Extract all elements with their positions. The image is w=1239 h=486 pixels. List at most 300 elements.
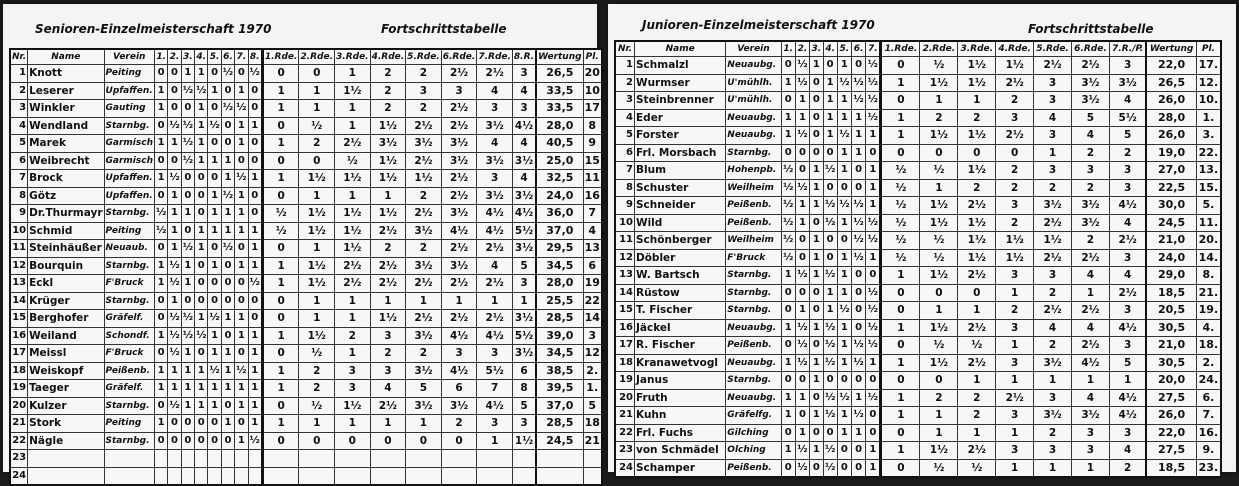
table-row: [615, 57, 1221, 75]
row-number: 18: [615, 354, 635, 372]
round-score: 1: [781, 354, 795, 372]
round-score: 1: [795, 109, 809, 127]
round-score: ½: [837, 389, 851, 407]
progress-score: 2½: [1034, 302, 1072, 320]
progress-score: 3: [406, 82, 442, 100]
table-row: [615, 442, 1221, 460]
round-score: 0: [823, 232, 837, 250]
placement-value: 11: [583, 170, 602, 188]
placement-value: 10: [583, 82, 602, 100]
progress-score: 4: [1072, 319, 1110, 337]
row-number: 13: [615, 267, 635, 285]
header-progress-round: 7.R./P.: [1109, 41, 1146, 57]
progress-score: 1: [1034, 459, 1072, 477]
progress-score: 3½: [406, 257, 442, 275]
progress-score: 0: [406, 432, 442, 450]
progress-score: 3½: [1109, 74, 1146, 92]
round-score: 1: [866, 442, 881, 460]
round-score: ½: [168, 117, 181, 135]
round-score: ½: [248, 432, 262, 450]
progress-score: 1: [262, 327, 299, 345]
round-score: 0: [208, 135, 221, 153]
round-score: 0: [221, 257, 234, 275]
row-number: 18: [10, 362, 28, 380]
round-score: 1: [810, 407, 824, 425]
round-score: ½: [823, 442, 837, 460]
round-score: 1: [181, 362, 194, 380]
player-name: Schönberger: [635, 232, 726, 250]
placement-value: 14.: [1196, 249, 1221, 267]
round-score: 1: [154, 415, 167, 433]
round-score: ½: [837, 302, 851, 320]
progress-score: 1½: [920, 319, 958, 337]
placement-value: 4: [583, 222, 602, 240]
progress-score: 3: [1034, 162, 1072, 180]
progress-score: 3: [1034, 127, 1072, 145]
progress-score: 1: [477, 432, 513, 450]
round-score: 0: [235, 415, 248, 433]
placement-value: [583, 467, 602, 485]
wertung-value: 34,5: [536, 257, 583, 275]
round-score: [154, 467, 167, 485]
player-club: Upfaffen.: [104, 170, 154, 188]
round-score: 0: [208, 432, 221, 450]
round-score: 0: [810, 424, 824, 442]
round-score: 0: [851, 179, 865, 197]
progress-score: ½: [881, 232, 920, 250]
wertung-value: 20,0: [1146, 372, 1196, 390]
progress-score: 4½: [477, 397, 513, 415]
header-round: 3.: [181, 49, 194, 65]
round-score: 0: [823, 144, 837, 162]
progress-score: 3: [512, 100, 536, 118]
progress-score: 4: [477, 257, 513, 275]
placement-value: 12.: [1196, 74, 1221, 92]
round-score: 1: [235, 380, 248, 398]
progress-score: 4: [1072, 127, 1110, 145]
player-club: F'Bruck: [726, 249, 781, 267]
progress-score: 1: [881, 319, 920, 337]
player-name: Steinbrenner: [635, 92, 726, 110]
placement-value: 18: [583, 415, 602, 433]
round-score: ½: [823, 407, 837, 425]
progress-score: 3: [477, 345, 513, 363]
player-club: Peißenb.: [726, 214, 781, 232]
round-score: ½: [168, 397, 181, 415]
player-club: Peiting: [104, 222, 154, 240]
round-score: 1: [837, 57, 851, 75]
player-club: Upfaffen.: [104, 187, 154, 205]
row-number: 16: [10, 327, 28, 345]
round-score: 1: [823, 92, 837, 110]
row-number: 15: [615, 302, 635, 320]
round-score: ½: [795, 354, 809, 372]
progress-score: ½: [920, 459, 958, 477]
progress-score: 4: [512, 135, 536, 153]
progress-score: 1: [881, 127, 920, 145]
progress-score: 4½: [1109, 319, 1146, 337]
round-score: 1: [235, 257, 248, 275]
progress-score: 3½: [1072, 92, 1110, 110]
progress-score: 1½: [958, 232, 996, 250]
round-score: 1: [168, 205, 181, 223]
round-score: 0: [823, 424, 837, 442]
placement-value: 24.: [1196, 372, 1221, 390]
player-club: Starnbg.: [104, 397, 154, 415]
progress-score: 1: [1072, 459, 1110, 477]
progress-score: 3½: [512, 187, 536, 205]
round-score: 0: [221, 135, 234, 153]
progress-score: 3: [370, 327, 406, 345]
progress-score: 3½: [477, 152, 513, 170]
player-club: Starnbg.: [726, 302, 781, 320]
round-score: ½: [866, 57, 881, 75]
round-score: 1: [823, 127, 837, 145]
player-club: Neuaub.: [104, 240, 154, 258]
placement-value: 7: [583, 205, 602, 223]
round-score: 0: [866, 424, 881, 442]
round-score: ½: [208, 362, 221, 380]
round-score: ½: [851, 214, 865, 232]
progress-score: 0: [262, 292, 299, 310]
progress-score: 0: [881, 284, 920, 302]
round-score: 0: [168, 100, 181, 118]
round-score: 1: [168, 380, 181, 398]
progress-score: [477, 467, 513, 485]
round-score: 0: [781, 459, 795, 477]
progress-score: 2½: [406, 205, 442, 223]
progress-score: [406, 467, 442, 485]
placement-value: 1.: [1196, 109, 1221, 127]
round-score: 0: [810, 144, 824, 162]
player-name: Fruth: [635, 389, 726, 407]
row-number: 23: [615, 442, 635, 460]
progress-score: 3½: [441, 205, 477, 223]
wertung-value: 21,0: [1146, 337, 1196, 355]
progress-score: 2½: [958, 267, 996, 285]
table-row: [615, 232, 1221, 250]
row-number: 6: [615, 144, 635, 162]
round-score: [168, 467, 181, 485]
progress-score: ½: [299, 117, 335, 135]
progress-score: 5: [1072, 109, 1110, 127]
round-score: 1: [221, 152, 234, 170]
progress-score: ½: [920, 337, 958, 355]
round-score: 1: [810, 267, 824, 285]
progress-score: 2: [1072, 232, 1110, 250]
player-club: Gräfelf.: [104, 310, 154, 328]
player-club: Neuaubg.: [726, 57, 781, 75]
player-club: F'Bruck: [104, 275, 154, 293]
header-progress-round: 7.Rde.: [477, 49, 513, 65]
progress-score: 2½: [1072, 57, 1110, 75]
round-score: ½: [837, 74, 851, 92]
row-number: 8: [615, 179, 635, 197]
progress-score: 2½: [406, 310, 442, 328]
round-score: ½: [866, 284, 881, 302]
progress-score: 2: [958, 407, 996, 425]
wertung-value: [536, 467, 583, 485]
header-progress-round: 4.Rde.: [996, 41, 1034, 57]
row-number: 4: [615, 109, 635, 127]
player-name: Steinhäußer: [28, 240, 104, 258]
placement-value: 13: [583, 240, 602, 258]
junioren-table-body: [615, 57, 1221, 478]
round-score: ½: [208, 310, 221, 328]
table-row: [10, 310, 602, 328]
round-score: ½: [795, 267, 809, 285]
round-score: 1: [168, 187, 181, 205]
round-score: 1: [181, 345, 194, 363]
progress-score: 2: [406, 187, 442, 205]
round-score: 1: [837, 284, 851, 302]
progress-score: 2½: [477, 310, 513, 328]
table-row: [10, 117, 602, 135]
placement-value: 3.: [1196, 127, 1221, 145]
table-row: [10, 397, 602, 415]
round-score: 1: [208, 345, 221, 363]
round-score: 0: [851, 302, 865, 320]
player-club: Gilching: [726, 424, 781, 442]
player-club: Peißenb.: [726, 459, 781, 477]
player-name: Schmid: [28, 222, 104, 240]
player-name: Götz: [28, 187, 104, 205]
progress-score: 2½: [370, 222, 406, 240]
progress-score: 1½: [370, 310, 406, 328]
round-score: [235, 450, 248, 468]
round-score: 1: [866, 459, 881, 477]
round-score: ½: [168, 257, 181, 275]
round-score: 0: [208, 65, 221, 83]
header-round: 6.: [851, 41, 865, 57]
table-row: [615, 424, 1221, 442]
progress-score: 2: [370, 240, 406, 258]
wertung-value: 19,0: [1146, 144, 1196, 162]
round-score: ½: [851, 74, 865, 92]
round-score: ½: [866, 232, 881, 250]
player-name: Dr.Thurmayr: [28, 205, 104, 223]
progress-score: 3½: [406, 397, 442, 415]
progress-score: 0: [920, 284, 958, 302]
progress-score: 2½: [1034, 57, 1072, 75]
round-score: 1: [168, 292, 181, 310]
round-score: 0: [248, 292, 262, 310]
round-score: 0: [221, 397, 234, 415]
progress-score: 2½: [996, 389, 1034, 407]
progress-score: 3: [1109, 337, 1146, 355]
progress-score: 4½: [477, 327, 513, 345]
table-row: [10, 275, 602, 293]
round-score: 1: [248, 257, 262, 275]
round-score: 0: [866, 407, 881, 425]
round-score: 0: [154, 432, 167, 450]
progress-score: 1: [996, 424, 1034, 442]
progress-score: 1: [1034, 372, 1072, 390]
header-wertung: Wertung: [1146, 41, 1196, 57]
row-number: 2: [10, 82, 28, 100]
progress-score: 2: [406, 240, 442, 258]
progress-score: 3½: [1034, 407, 1072, 425]
progress-score: 4½: [441, 362, 477, 380]
player-name: Janus: [635, 372, 726, 390]
table-row: [615, 214, 1221, 232]
placement-value: 10.: [1196, 92, 1221, 110]
round-score: 1: [248, 327, 262, 345]
progress-score: 3½: [441, 152, 477, 170]
progress-score: [335, 467, 371, 485]
progress-score: 3: [1109, 249, 1146, 267]
round-score: 0: [810, 337, 824, 355]
round-score: 1: [195, 222, 208, 240]
progress-score: 1: [881, 442, 920, 460]
row-number: 22: [615, 424, 635, 442]
placement-value: 12: [583, 345, 602, 363]
round-score: 1: [837, 214, 851, 232]
round-score: ½: [823, 354, 837, 372]
round-score: ½: [168, 275, 181, 293]
round-score: 1: [181, 397, 194, 415]
round-score: ½: [866, 389, 881, 407]
round-score: 0: [795, 284, 809, 302]
wertung-value: 25,0: [536, 152, 583, 170]
progress-score: 0: [262, 397, 299, 415]
placement-value: 17.: [1196, 57, 1221, 75]
round-score: 0: [154, 345, 167, 363]
table-row: [615, 302, 1221, 320]
table-row: [10, 65, 602, 83]
round-score: ½: [208, 117, 221, 135]
round-score: 0: [837, 442, 851, 460]
player-name: Rüstow: [635, 284, 726, 302]
round-score: [221, 467, 234, 485]
progress-score: 5: [512, 397, 536, 415]
player-club: Schondf.: [104, 327, 154, 345]
progress-score: 1: [996, 372, 1034, 390]
progress-score: 1½: [958, 214, 996, 232]
player-club: [104, 467, 154, 485]
placement-value: 6: [583, 257, 602, 275]
player-name: Weiskopf: [28, 362, 104, 380]
progress-score: 4½: [441, 327, 477, 345]
progress-score: 1½: [335, 222, 371, 240]
table-row: [615, 162, 1221, 180]
progress-score: 1½: [920, 442, 958, 460]
progress-score: 3: [996, 197, 1034, 215]
progress-score: 2½: [441, 117, 477, 135]
round-score: 1: [195, 380, 208, 398]
round-score: ½: [168, 327, 181, 345]
progress-score: 2: [958, 179, 996, 197]
progress-score: 2½: [335, 135, 371, 153]
round-score: ½: [168, 310, 181, 328]
round-score: 1: [810, 57, 824, 75]
round-score: 1: [866, 249, 881, 267]
wertung-value: 22,5: [1146, 179, 1196, 197]
player-club: Starnbg.: [726, 284, 781, 302]
round-score: [248, 450, 262, 468]
round-score: 1: [195, 152, 208, 170]
round-score: 0: [851, 459, 865, 477]
wertung-value: 32,5: [536, 170, 583, 188]
progress-score: 1: [335, 187, 371, 205]
header-platz: Pl.: [583, 49, 602, 65]
header-round: 7.: [235, 49, 248, 65]
round-score: 0: [781, 424, 795, 442]
round-score: 1: [248, 117, 262, 135]
round-score: [208, 450, 221, 468]
progress-score: 2½: [441, 310, 477, 328]
header-round: 1.: [781, 41, 795, 57]
wertung-value: 30,5: [1146, 319, 1196, 337]
progress-score: 2: [958, 389, 996, 407]
progress-score: 0: [881, 424, 920, 442]
placement-value: 5.: [1196, 197, 1221, 215]
row-number: 7: [10, 170, 28, 188]
progress-score: 3½: [1072, 74, 1110, 92]
placement-value: 20.: [1196, 232, 1221, 250]
progress-score: 2½: [996, 74, 1034, 92]
round-score: 0: [181, 100, 194, 118]
placement-value: 8: [583, 117, 602, 135]
player-name: Schamper: [635, 459, 726, 477]
round-score: ½: [181, 310, 194, 328]
progress-score: 0: [299, 432, 335, 450]
round-score: ½: [181, 152, 194, 170]
round-score: [248, 467, 262, 485]
player-name: Döbler: [635, 249, 726, 267]
progress-score: 3: [1034, 267, 1072, 285]
round-score: 0: [195, 257, 208, 275]
player-name: Weibrecht: [28, 152, 104, 170]
progress-score: 1: [406, 415, 442, 433]
round-score: ½: [181, 327, 194, 345]
wertung-value: 22,0: [1146, 57, 1196, 75]
round-score: 1: [795, 197, 809, 215]
progress-score: 1: [335, 415, 371, 433]
progress-score: 1: [335, 345, 371, 363]
header-progress-round: 2.Rde.: [299, 49, 335, 65]
round-score: 0: [795, 249, 809, 267]
round-score: 0: [181, 292, 194, 310]
round-score: 1: [235, 187, 248, 205]
progress-score: 3: [996, 407, 1034, 425]
round-score: ½: [195, 327, 208, 345]
table-row: [10, 205, 602, 223]
progress-score: 2½: [406, 117, 442, 135]
progress-score: 2: [299, 362, 335, 380]
player-name: Kulzer: [28, 397, 104, 415]
round-score: 1: [795, 424, 809, 442]
player-club: Neuaubg.: [726, 109, 781, 127]
round-score: 1: [837, 144, 851, 162]
player-name: R. Fischer: [635, 337, 726, 355]
player-club: Gräfelf.: [104, 380, 154, 398]
table-row: [10, 170, 602, 188]
round-score: 0: [866, 267, 881, 285]
round-score: 1: [195, 65, 208, 83]
progress-score: 4: [1109, 92, 1146, 110]
player-name: Jäckel: [635, 319, 726, 337]
progress-score: 3½: [1072, 407, 1110, 425]
round-score: 0: [248, 152, 262, 170]
progress-score: 1½: [958, 249, 996, 267]
round-score: 1: [154, 380, 167, 398]
table-row: [615, 354, 1221, 372]
progress-score: 2½: [958, 319, 996, 337]
placement-value: 18.: [1196, 337, 1221, 355]
round-score: ½: [795, 442, 809, 460]
progress-score: 3½: [406, 327, 442, 345]
